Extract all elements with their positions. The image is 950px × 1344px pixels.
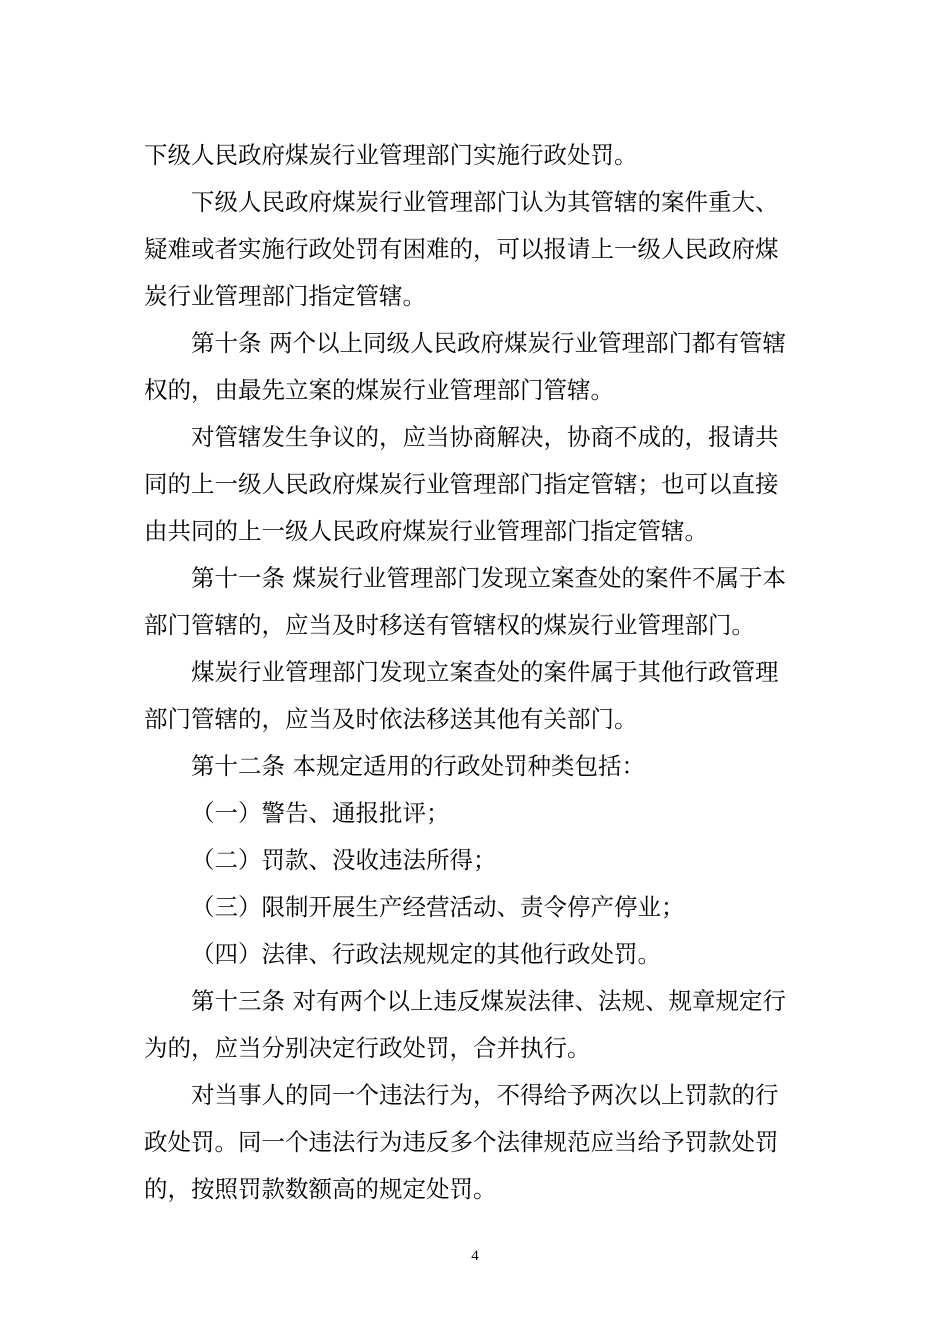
text-line: 对当事人的同一个违法行为，不得给予两次以上罚款的行 (191, 1081, 779, 1109)
article-11-line: 第十一条 煤炭行业管理部门发现立案查处的案件不属于本 (191, 564, 786, 592)
page-number: 4 (471, 1248, 479, 1264)
text-line: 下级人民政府煤炭行业管理部门实施行政处罚。 (144, 141, 638, 169)
text-line: 的，按照罚款数额高的规定处罚。 (144, 1175, 497, 1203)
text-line: 部门管辖的，应当及时依法移送其他有关部门。 (144, 705, 638, 733)
list-item: （一）警告、通报批评； (191, 799, 450, 827)
article-10-line: 第十条 两个以上同级人民政府煤炭行业管理部门都有管辖 (191, 329, 786, 357)
list-item: （四）法律、行政法规规定的其他行政处罚。 (191, 940, 661, 968)
list-item: （二）罚款、没收违法所得； (191, 846, 497, 874)
text-line: 同的上一级人民政府煤炭行业管理部门指定管辖；也可以直接 (144, 470, 779, 498)
document-body (144, 132, 810, 1213)
text-line: 煤炭行业管理部门发现立案查处的案件属于其他行政管理 (191, 658, 779, 686)
article-13-line: 第十三条 对有两个以上违反煤炭法律、法规、规章规定行 (191, 987, 786, 1015)
text-line: 下级人民政府煤炭行业管理部门认为其管辖的案件重大、 (191, 188, 779, 216)
text-line: 对管辖发生争议的，应当协商解决，协商不成的，报请共 (191, 423, 779, 451)
text-line: 疑难或者实施行政处罚有困难的，可以报请上一级人民政府煤 (144, 235, 779, 263)
text-line: 部门管辖的，应当及时移送有管辖权的煤炭行业管理部门。 (144, 611, 755, 639)
text-line: 权的，由最先立案的煤炭行业管理部门管辖。 (144, 376, 614, 404)
text-line: 为的，应当分别决定行政处罚，合并执行。 (144, 1034, 591, 1062)
list-item: （三）限制开展生产经营活动、责令停产停业； (191, 893, 685, 921)
text-line: 政处罚。同一个违法行为违反多个法律规范应当给予罚款处罚 (144, 1128, 779, 1156)
article-12-line: 第十二条 本规定适用的行政处罚种类包括： (191, 752, 645, 780)
text-line: 炭行业管理部门指定管辖。 (144, 282, 426, 310)
text-line: 由共同的上一级人民政府煤炭行业管理部门指定管辖。 (144, 517, 708, 545)
